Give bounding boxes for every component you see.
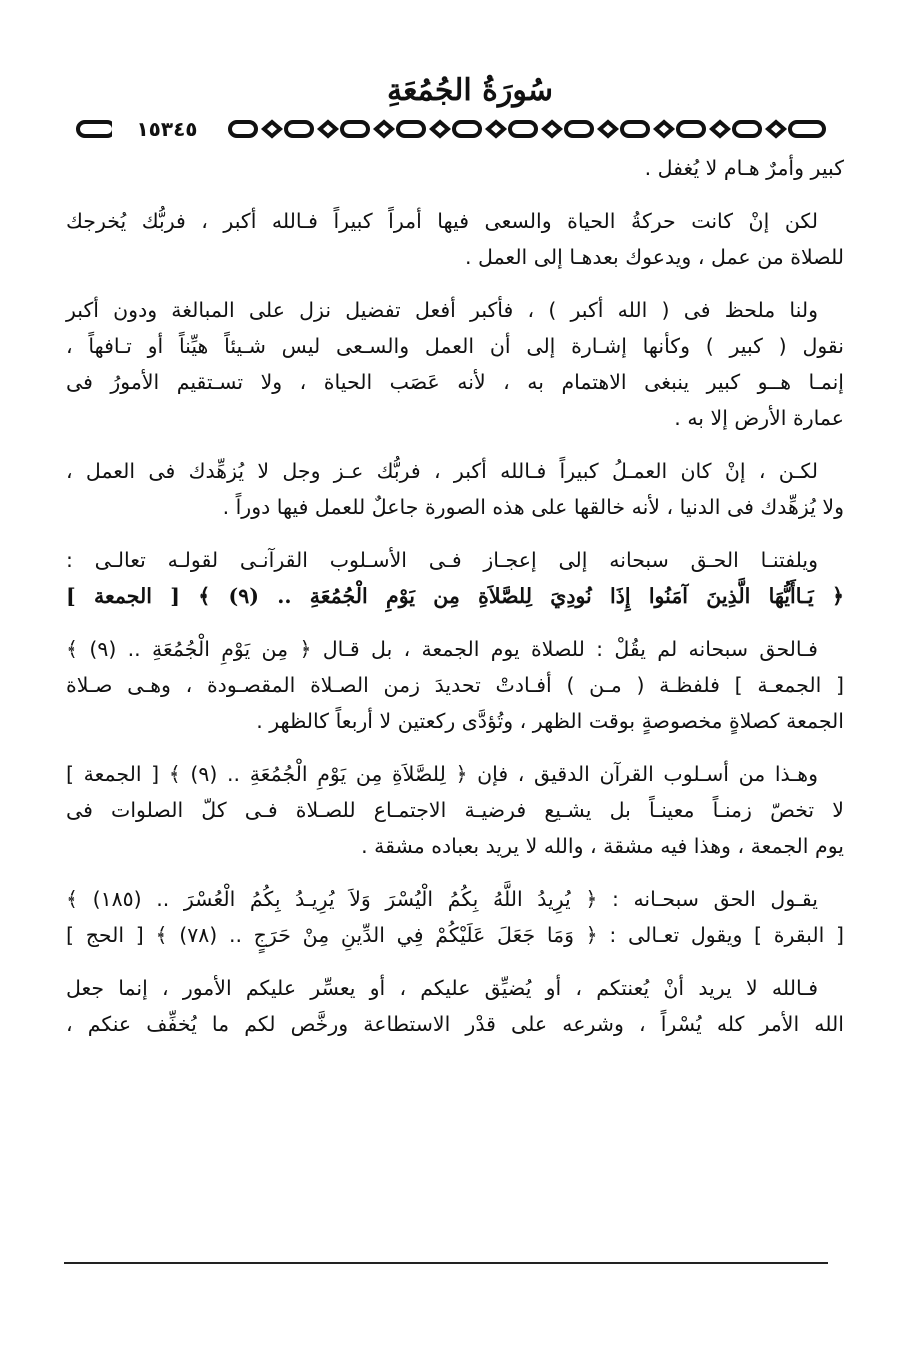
paragraph <box>66 150 844 186</box>
paragraph <box>66 453 844 525</box>
text-line: إنمـا هــو كبير ينبغى الاهتمام به ، لأنه عَصَب الحياة ، ولا تسـتقيم الأمورُ فى <box>66 370 844 394</box>
text-line: للصلاة من عمل ، ويدعوك بعدهـا إلى العمل . <box>465 245 844 269</box>
text-line: [ الجمعـة ] فلفظـة ( مـن ) أفـادتْ تحديدَ زمن الصـلاة المقصـودة ، وهـى صـلاة <box>66 673 844 697</box>
text-line: الله الأمر كله يُسْراً ، وشرعه على قدْر الاستطاعة ورخَّص لكم ما يُخفِّف عنكم ، <box>66 1012 844 1036</box>
paragraph <box>66 881 844 953</box>
text-line: ولا يُزهِّدك فى الدنيا ، لأنه خالقها على هذه الصورة جاعلٌ للعمل فيها دوراً . <box>222 495 844 519</box>
ornamental-chain-border <box>74 118 830 140</box>
text-line: وهـذا من أسـلوب القرآن الدقيق ، فإن ﴿ لِلصَّلاَةِ مِن يَوْمِ الْجُمُعَةِ .. (٩) ﴾ [ الجمعة ] <box>66 762 818 786</box>
page-number: ١٥٣٤٥ <box>112 118 222 140</box>
text-line: الجمعة كصلاةٍ مخصوصةٍ بوقت الظهر ، وتُؤدَّى ركعتين لا أربعاً كالظهر . <box>256 709 844 733</box>
paragraph <box>66 970 844 1042</box>
text-line: يوم الجمعة ، وهذا فيه مشقة ، والله لا يريد بعباده مشقة . <box>361 834 844 858</box>
footer-rule <box>64 1262 828 1264</box>
text-line: فـالله لا يريد أنْ يُعنتكم ، أو يُضيِّق عليكم ، أو يعسِّر عليكم الأمور ، إنما جعل <box>66 976 818 1000</box>
text-line: ولنا ملحظ فى ( الله أكبر ) ، فأكبر أفعل تفضيل نزل على المبالغة ودون أكبر <box>66 298 818 322</box>
page-body <box>66 150 844 1059</box>
paragraph <box>66 542 844 614</box>
paragraph <box>66 203 844 275</box>
text-line: لكـن ، إنْ كان العمـلُ كبيراً فـالله أكبر ، فربُّك عـز وجل لا يُزهِّدك فى العمل ، <box>66 459 818 483</box>
quran-verse-line: ﴿ يَـاأَيُّهَا الَّذِينَ آمَنُوا إِذَا نُودِيَ لِلصَّلاَةِ مِن يَوْمِ الْجُمُعَةِ .. (٩) ﴾ [ الجمعة ] <box>66 584 844 608</box>
text-line: كبير وأمرٌ هـام لا يُغفل . <box>644 156 844 180</box>
text-line: لا تخصّ زمنـاً معينـاً بل يشـيع فرضيـة الاجتمـاع للصـلاة فـى كلّ الصلوات فى <box>66 798 844 822</box>
paragraph <box>66 292 844 436</box>
text-line: عمارة الأرض إلا به . <box>674 406 844 430</box>
surah-title: سُورَةُ الجُمُعَةِ <box>386 73 554 108</box>
text-line: ويلفتنـا الحـق سبحانه إلى إعجـاز فـى الأسـلوب القرآنـى لقولـه تعالـى : <box>66 548 818 572</box>
paragraph <box>66 756 844 864</box>
text-line: نقول ( كبير ) وكأنها إشـارة إلى أن العمل والسـعى ليس شـيئاً هيِّناً أو تـافهاً ، <box>66 334 844 358</box>
text-line: لكن إنْ كانت حركةُ الحياة والسعى فيها أمراً كبيراً فـالله أكبر ، فربُّك يُخرجك <box>66 209 818 233</box>
text-line: يقـول الحق سبحـانه : ﴿ يُرِيدُ اللَّهُ بِكُمُ الْيُسْرَ وَلاَ يُرِيـدُ بِكُمُ الْعُسْرَ .. (١٨٥) ﴾ <box>66 887 818 911</box>
text-line: فـالحق سبحانه لم يقُلْ : للصلاة يوم الجمعة ، بل قـال ﴿ مِن يَوْمِ الْجُمُعَةِ .. (٩) ﴾ <box>66 637 818 661</box>
text-line: [ البقرة ] ويقول تعـالى : ﴿ وَمَا جَعَلَ عَلَيْكُمْ فِي الدِّينِ مِنْ حَرَجٍ .. (٧٨) ﴾ [ الحج ] <box>66 923 844 947</box>
paragraph <box>66 631 844 739</box>
